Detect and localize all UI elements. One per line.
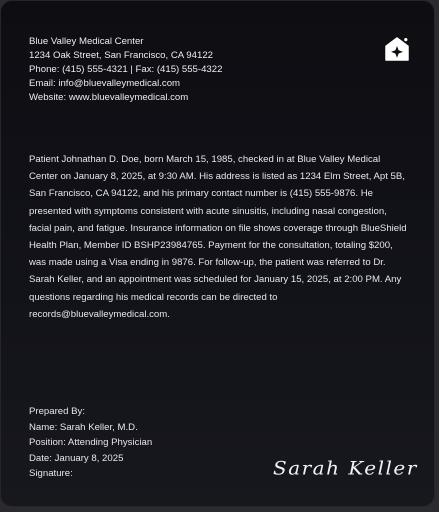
clinic-phone-fax: Phone: (415) 555-4321 | Fax: (415) 555-4322 [29,63,223,75]
prepared-by-label: Prepared By: [29,406,85,417]
house-with-plus-sparkle-icon [383,35,411,63]
clinic-email: Email: info@bluevalleymedical.com [29,77,181,89]
letterhead [29,35,359,105]
patient-summary-paragraph: Patient Johnathan D. Doe, born March 15, 1985, checked in at Blue Valley Medical Center on January 8, 2025, at 9:30 AM. His address is listed as 1234 Elm Street, Apt 5B, San Francisco, CA 94122, and his primary contact number is (415) 555-9876. He presented with symptoms consistent with acute sinusitis, including nasal congestion, facial pain, and fatigue. Insurance information on file shows coverage through BlueShield Health Plan, Member ID BSHP23984765. Payment for the consultation, totaling $200, was made using a Visa ending in 9876. For follow-up, the patient was referred to Dr. Sarah Keller, and an appointment was scheduled for January 15, 2025, at 2:00 PM. Any questions regarding his medical records can be directed to records@bluevalleymedical.com. [29,154,407,320]
preparer-position: Position: Attending Physician [29,437,153,448]
signature-label: Signature: [29,468,73,479]
clinic-address: 1234 Oak Street, San Francisco, CA 94122 [29,49,213,61]
preparation-date: Date: January 8, 2025 [29,452,124,464]
preparer-name: Name: Sarah Keller, M.D. [29,421,138,433]
signoff-block [29,404,269,482]
clinic-website: Website: www.bluevalleymedical.com [29,91,189,103]
handwritten-signature: Sarah Keller [273,456,418,480]
clinic-name: Blue Valley Medical Center [29,36,144,47]
